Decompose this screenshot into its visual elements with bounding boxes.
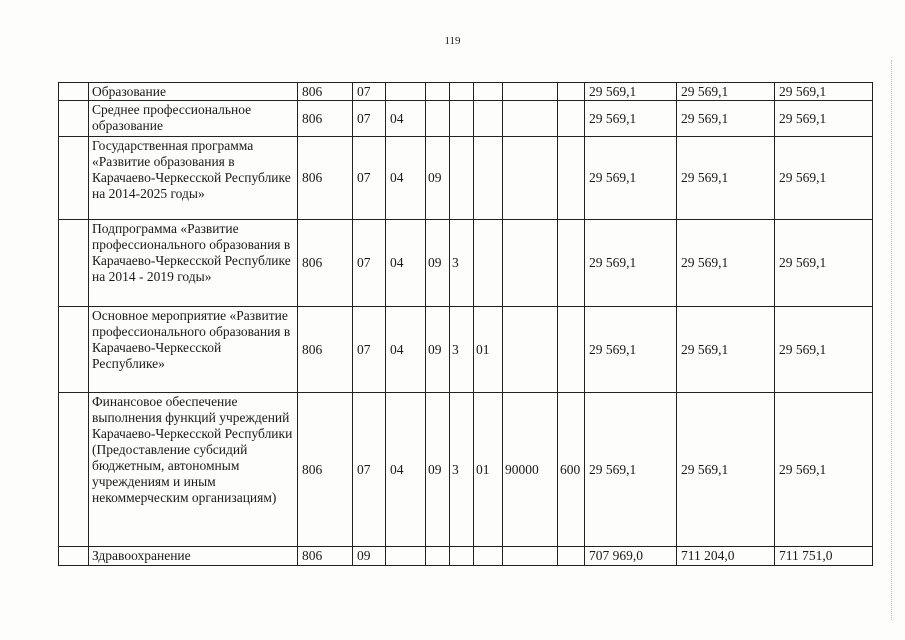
sum-year3-cell: 29 569,1 (775, 393, 873, 547)
sum-year1-cell: 29 569,1 (585, 101, 677, 137)
vr-cell (558, 101, 585, 137)
cs-activity-cell (474, 137, 503, 220)
table-row (59, 547, 873, 566)
page-number: 119 (444, 35, 461, 47)
row-margin-cell (59, 393, 89, 547)
vr-cell: 600 (558, 393, 585, 547)
rz-cell: 07 (353, 101, 386, 137)
row-margin-cell (59, 137, 89, 220)
cs-activity-cell (474, 547, 503, 566)
row-margin-cell (59, 547, 89, 566)
sum-year2-cell: 29 569,1 (677, 137, 775, 220)
sum-year1-cell: 29 569,1 (585, 393, 677, 547)
pr-cell: 04 (386, 220, 426, 307)
ved-cell: 806 (298, 137, 353, 220)
pr-cell: 04 (386, 101, 426, 137)
sum-year1-cell: 29 569,1 (585, 307, 677, 393)
cs-subprogram-cell: 3 (450, 393, 474, 547)
pr-cell (386, 547, 426, 566)
sum-year1-cell: 29 569,1 (585, 137, 677, 220)
ved-cell: 806 (298, 83, 353, 101)
cs-program-cell: 09 (426, 220, 450, 307)
cs-program-cell: 09 (426, 393, 450, 547)
ved-cell: 806 (298, 307, 353, 393)
ved-cell: 806 (298, 547, 353, 566)
rz-cell: 09 (353, 547, 386, 566)
cs-program-cell (426, 547, 450, 566)
vr-cell (558, 220, 585, 307)
cs-subprogram-cell (450, 83, 474, 101)
scan-edge-marks (891, 60, 893, 620)
sum-year2-cell: 711 204,0 (677, 547, 775, 566)
item-name-cell: Подпрограмма «Развитие профессионального образования в Карачаево-Черкесской Республике на 2014 - 2019 годы» (89, 220, 298, 307)
cs-program-cell: 09 (426, 137, 450, 220)
cs-program-cell: 09 (426, 307, 450, 393)
sum-year3-cell: 29 569,1 (775, 137, 873, 220)
cs-activity-cell (474, 220, 503, 307)
rz-cell: 07 (353, 137, 386, 220)
cs-direction-cell (503, 547, 558, 566)
cs-program-cell (426, 101, 450, 137)
sum-year2-cell: 29 569,1 (677, 307, 775, 393)
row-margin-cell (59, 307, 89, 393)
row-margin-cell (59, 101, 89, 137)
ved-cell: 806 (298, 220, 353, 307)
ved-cell: 806 (298, 393, 353, 547)
sum-year1-cell: 707 969,0 (585, 547, 677, 566)
cs-activity-cell: 01 (474, 393, 503, 547)
ved-cell: 806 (298, 101, 353, 137)
cs-subprogram-cell: 3 (450, 307, 474, 393)
vr-cell (558, 307, 585, 393)
item-name-cell: Среднее профессиональное образование (89, 101, 298, 137)
vr-cell (558, 83, 585, 101)
item-name-cell: Финансовое обеспечение выполнения функций учреждений Карачаево-Черкесской Республики (Предоставление субсидий бюджетным, автономным учреждениям и иным некоммерческим организациям) (89, 393, 298, 547)
sum-year3-cell: 29 569,1 (775, 307, 873, 393)
table-row (59, 137, 873, 220)
cs-activity-cell (474, 101, 503, 137)
sum-year2-cell: 29 569,1 (677, 101, 775, 137)
cs-activity-cell (474, 83, 503, 101)
item-name-cell: Основное мероприятие «Развитие профессионального образования в Карачаево-Черкесской Республике» (89, 307, 298, 393)
pr-cell: 04 (386, 137, 426, 220)
sum-year1-cell: 29 569,1 (585, 220, 677, 307)
pr-cell: 04 (386, 393, 426, 547)
sum-year2-cell: 29 569,1 (677, 393, 775, 547)
row-margin-cell (59, 83, 89, 101)
cs-direction-cell (503, 220, 558, 307)
rz-cell: 07 (353, 393, 386, 547)
cs-subprogram-cell (450, 547, 474, 566)
budget-table (58, 82, 873, 566)
cs-direction-cell (503, 307, 558, 393)
sum-year2-cell: 29 569,1 (677, 220, 775, 307)
sum-year3-cell: 29 569,1 (775, 83, 873, 101)
cs-subprogram-cell (450, 137, 474, 220)
pr-cell (386, 83, 426, 101)
cs-subprogram-cell: 3 (450, 220, 474, 307)
cs-program-cell (426, 83, 450, 101)
sum-year3-cell: 29 569,1 (775, 220, 873, 307)
cs-direction-cell (503, 83, 558, 101)
sum-year3-cell: 29 569,1 (775, 101, 873, 137)
table-row (59, 393, 873, 547)
cs-direction-cell (503, 101, 558, 137)
cs-subprogram-cell (450, 101, 474, 137)
row-margin-cell (59, 220, 89, 307)
rz-cell: 07 (353, 307, 386, 393)
sum-year3-cell: 711 751,0 (775, 547, 873, 566)
table-row (59, 307, 873, 393)
cs-direction-cell (503, 137, 558, 220)
rz-cell: 07 (353, 220, 386, 307)
table-row (59, 83, 873, 101)
item-name-cell: Государственная программа «Развитие образования в Карачаево-Черкесской Республике на 2014-2025 годы» (89, 137, 298, 220)
vr-cell (558, 137, 585, 220)
item-name-cell: Здравоохранение (89, 547, 298, 566)
vr-cell (558, 547, 585, 566)
sum-year1-cell: 29 569,1 (585, 83, 677, 101)
sum-year2-cell: 29 569,1 (677, 83, 775, 101)
cs-activity-cell: 01 (474, 307, 503, 393)
item-name-cell: Образование (89, 83, 298, 101)
table-row (59, 220, 873, 307)
pr-cell: 04 (386, 307, 426, 393)
cs-direction-cell: 90000 (503, 393, 558, 547)
table-row (59, 101, 873, 137)
rz-cell: 07 (353, 83, 386, 101)
